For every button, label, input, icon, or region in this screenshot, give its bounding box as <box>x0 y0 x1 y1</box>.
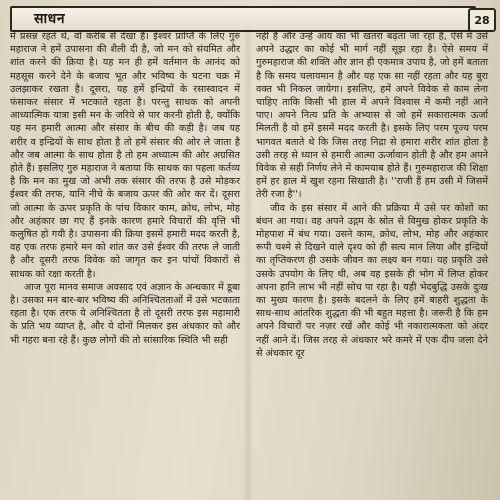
chapter-title: साधन <box>34 11 65 27</box>
paragraph: जीव के इस संसार में आने की प्रक्रिया में उसे पर कोशों का बंधन आ गया। वह अपने उद्गम के स्रोत से विमुख होकर प्रकृति के मोहपाश में बंध गया। उसने काम, क्रोध, लोभ, मोह और अहंकार रूपी चश्मे से दिखने वाले दृश्य को ही सत्य मान लिया और इन्द्रियों का तृप्तिकरण ही उसके जीवन का लक्ष्य बन गया। यह प्रकृति उसे उसके उपयोग के लिए थी, अब वह इसके ही भोग में लिप्त होकर अपना हानि लाभ भी नहीं सोच पा रहा है। यही भेदबुद्धि उसके दुःख का मुख्य कारण है। इसके बदलने के लिए हमें बाहरी शुद्धता के साथ-साथ आंतरिक शुद्धता की भी बहुत महत्ता है। जरूरी है कि हम अपने विचारों पर नज़र रखें और कोई भी नकारात्मकता को अंदर नहीं आने दें। जिस तरह से अंधकार भरे कमरे में एक दीप जला देने से अंधकार दूर <box>256 202 488 359</box>
left-column <box>10 30 240 347</box>
page-number: 28 <box>468 8 496 32</box>
paragraph: में प्रसन्न रहते थे, वो करीब से देखा है। ईश्वर प्राप्ति के लिए गुरु महाराज ने हमें उपासना की शैली दी है, जो मन को संयमित और शांत करने की क्रिया है। यह मन ही हमें वर्तमान के आनंद को महसूस करने देने के बजाय भूत और भविष्य के घटना चक्र में उलझाकर रखता है। दूसरा, यह हमें इन्द्रियों के रसास्वादन में फंसाकर संसार में भटकाते रहता है। परन्तु साधक को अपनी आध्यात्मिक यात्रा इसी मन के जरिये से पार करनी होती है, क्योंकि यह मन हमारी आत्मा और संसार के बीच की कड़ी है। जब यह शरीर व इन्द्रियों के साथ होता है तो हमें संसार की ओर ले जाता है और जब आत्मा के साथ होता है तो हम अध्यात्म की ओर अग्रसित होते हैं। इसलिए गुरु महाराज ने बताया कि साधक का पहला कर्तव्य है कि मन का मुख जो अभी तक संसार की तरफ है उसे मोड़कर ईश्वर की तरफ, यानि नीचे के बजाय ऊपर की ओर कर दें। दूसरा जो आत्मा के ऊपर प्रकृति के पांच विकार काम, क्रोध, लोभ, मोह और अहंकार छा गए हैं इनके कारण हमारे विचारों की वृत्ति भी कलुषित हो गयी है। उपासना की क्रिया इसमें हमारी मदद करती है, वह एक तरफ हमारे मन को शांत कर उसे ईश्वर की तरफ ले जाती है और दूसरी तरफ विवेक को जागृत कर इन पांचों विकारों से साधक को रक्षा करती है। <box>10 31 240 280</box>
right-column <box>256 30 488 360</box>
page-gutter <box>243 30 253 500</box>
paragraph: नहीं है और उन्हें आय का भी खतरा बढ़ता जा रहा है, ऐसे में उसे अपने उद्धार का कोई भी मार्ग नहीं सूझ रहा है। ऐसे समय में गुरुमहाराज की शक्ति और ज्ञान ही एकमात्र उपाय है, जो हमें बताता है कि समय चलायमान है और यह एक सा नहीं रहता और यह बुरा वक्त भी निकल जायेगा। इसलिए, हमें अपने विवेक से काम लेना चाहिए ताकि किसी भी हाल में अपने विश्वास में कमी नहीं आने पाए। अपने नित्य प्रति के अभ्यास से जो हमें सकारात्मक ऊर्जा मिलती है वो हमें इसमें मदद करती है। इसके लिए परम पूज्य परम भागवत बताते थे कि जिस तरह निद्रा से हमारा शरीर शांत होता है उसी तरह से ध्यान से हमारी आत्मा ऊर्जावान होती है और हम अपने विवेक से सही निर्णय लेने में कामयाब होते हैं। गुरुमहाराज की शिक्षा हमें हर हाल में खुश रहना सिखाती है। ''राजी हैं हम उसी में जिसमें तेरी रजा है''। <box>256 31 488 201</box>
chapter-header <box>10 6 476 32</box>
paragraph: आज पूरा मानव समाज अवसाद एवं अज्ञान के अन्धकार में डूबा है। उसका मन बार-बार भविष्य की अनिश्चितताओं में उसे भटकाता रहता है। एक तरफ ये अनिश्चितता है तो दूसरी तरफ इस महामारी के प्रति भय व्याप्त है, और ये दोनों मिलकर इस अंधकार को और भी गहरा बना रहे हैं। कुछ लोगों की तो सांसारिक स्थिति भी सही <box>10 281 240 346</box>
